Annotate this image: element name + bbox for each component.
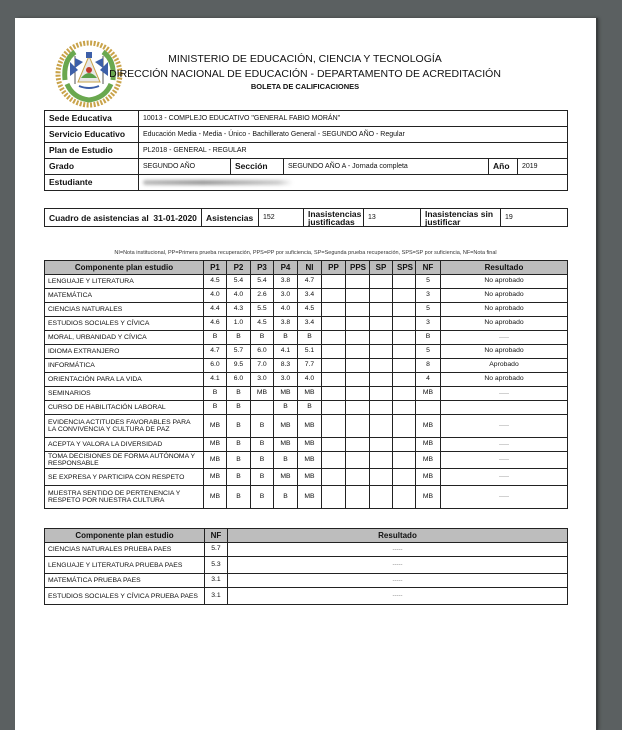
grade-cell: B: [227, 401, 251, 415]
grades-row: [45, 359, 568, 373]
paes-table: [44, 528, 568, 605]
info-row-sede: [45, 111, 568, 127]
grade-cell: 4.0: [298, 373, 322, 387]
grade-cell: 6.0: [251, 345, 274, 359]
grade-cell: [346, 331, 370, 345]
grade-cell: B: [227, 438, 251, 452]
subject-name: SE EXPRESA Y PARTICIPA CON RESPETO: [45, 469, 204, 486]
grade-cell: MB: [204, 452, 227, 469]
subject-name: CIENCIAS NATURALES PRUEBA PAES: [45, 543, 205, 557]
grade-cell: [393, 359, 416, 373]
grade-cell: B: [274, 401, 298, 415]
grade-cell: 2.6: [251, 289, 274, 303]
grade-cell: B: [204, 387, 227, 401]
grades-header-sp: SP: [370, 261, 393, 275]
grade-cell: 4.1: [274, 345, 298, 359]
attendance-title: [45, 209, 202, 227]
grade-cell: MB: [204, 486, 227, 509]
grades-row: [45, 317, 568, 331]
info-row-grado: [45, 159, 568, 175]
grade-cell: [393, 331, 416, 345]
grade-cell: 4.7: [298, 275, 322, 289]
grade-cell: [393, 317, 416, 331]
grade-cell: B: [227, 452, 251, 469]
grade-cell: [370, 401, 393, 415]
grades-row: [45, 401, 568, 415]
document-title: BOLETA DE CALIFICACIONES: [250, 82, 360, 91]
grade-cell: [346, 345, 370, 359]
grade-cell: MB: [274, 415, 298, 438]
grade-cell: [370, 303, 393, 317]
grade-cell: [370, 452, 393, 469]
grade-cell: [393, 401, 416, 415]
grade-cell: [346, 415, 370, 438]
subject-name: CIENCIAS NATURALES: [45, 303, 204, 317]
plan-value: PL2018 - GENERAL - REGULAR: [139, 143, 568, 159]
grade-cell: MB: [274, 438, 298, 452]
grade-cell: [393, 438, 416, 452]
grade-cell: MB: [416, 438, 441, 452]
grade-cell: 6.0: [227, 373, 251, 387]
grade-cell: [370, 317, 393, 331]
grade-cell: 5: [416, 275, 441, 289]
paes-header-componente: Componente plan estudio: [45, 529, 205, 543]
result-cell: -----: [441, 387, 568, 401]
subject-name: CURSO DE HABILITACIÓN LABORAL: [45, 401, 204, 415]
grade-cell: [370, 415, 393, 438]
servicio-label: Servicio Educativo: [45, 127, 139, 143]
grade-cell: B: [274, 331, 298, 345]
grade-cell: [393, 469, 416, 486]
result-cell: -----: [441, 486, 568, 509]
grade-cell: 8.3: [274, 359, 298, 373]
grade-cell: 5.5: [251, 303, 274, 317]
seccion-label: Sección: [231, 159, 284, 175]
grado-value: SEGUNDO AÑO: [139, 159, 231, 175]
estudiante-label: Estudiante: [45, 175, 139, 191]
grade-cell: [322, 289, 346, 303]
grade-cell: [346, 373, 370, 387]
result-cell: -----: [441, 331, 568, 345]
grade-cell: 3: [416, 317, 441, 331]
grade-cell: B: [416, 331, 441, 345]
sin-justificar-value: 19: [501, 209, 568, 227]
grade-cell: [346, 317, 370, 331]
result-cell: -----: [228, 588, 568, 605]
result-cell: No aprobado: [441, 303, 568, 317]
grade-cell: [322, 469, 346, 486]
grade-cell: MB: [274, 387, 298, 401]
grade-cell: [370, 469, 393, 486]
grade-cell: [346, 289, 370, 303]
grade-cell: 4.5: [251, 317, 274, 331]
grades-row: [45, 275, 568, 289]
grade-cell: [393, 486, 416, 509]
grade-cell: 5.4: [227, 275, 251, 289]
paes-header-row: [45, 529, 568, 543]
grade-cell: [322, 373, 346, 387]
grade-cell: 4.5: [298, 303, 322, 317]
grades-header-row: [45, 261, 568, 275]
grade-cell: B: [251, 486, 274, 509]
paes-row: [45, 557, 568, 574]
grade-cell: 3.0: [251, 373, 274, 387]
grade-cell: B: [227, 331, 251, 345]
subject-name: ESTUDIOS SOCIALES Y CÍVICA: [45, 317, 204, 331]
grade-cell: 3.4: [298, 289, 322, 303]
grade-cell: [346, 452, 370, 469]
subject-name: TOMA DECISIONES DE FORMA AUTÓNOMA Y RESPONSABLE: [45, 452, 204, 469]
justificadas-value: 13: [364, 209, 421, 227]
grade-cell: 4: [416, 373, 441, 387]
plan-label: Plan de Estudio: [45, 143, 139, 159]
grade-cell: MB: [298, 452, 322, 469]
grade-cell: [393, 415, 416, 438]
subject-name: ORIENTACIÓN PARA LA VIDA: [45, 373, 204, 387]
grade-cell: MB: [298, 486, 322, 509]
grade-cell: [322, 486, 346, 509]
grade-cell: 3.0: [274, 289, 298, 303]
student-info-table: [44, 110, 568, 191]
grade-cell: 9.5: [227, 359, 251, 373]
grade-cell: MB: [416, 469, 441, 486]
grade-cell: 3.1: [205, 574, 228, 588]
grade-cell: [370, 486, 393, 509]
grade-cell: [393, 289, 416, 303]
grade-cell: 4.5: [204, 275, 227, 289]
grade-cell: B: [227, 486, 251, 509]
grade-cell: 5: [416, 303, 441, 317]
attendance-label: Cuadro de asistencias al: [49, 212, 149, 223]
grade-cell: [370, 331, 393, 345]
result-cell: -----: [228, 574, 568, 588]
redacted-name-blur: [143, 180, 293, 185]
grade-cell: [346, 359, 370, 373]
grade-cell: 6.0: [204, 359, 227, 373]
grade-cell: B: [298, 331, 322, 345]
paes-header-nf: NF: [205, 529, 228, 543]
grade-cell: [416, 401, 441, 415]
grade-cell: 4.1: [204, 373, 227, 387]
grade-cell: B: [274, 486, 298, 509]
grade-cell: MB: [298, 469, 322, 486]
grade-cell: B: [298, 401, 322, 415]
grade-cell: [322, 438, 346, 452]
subject-name: MUESTRA SENTIDO DE PERTENENCIA Y RESPETO POR NUESTRA CULTURA: [45, 486, 204, 509]
grade-cell: [251, 401, 274, 415]
grade-cell: 3.8: [274, 275, 298, 289]
grades-row: [45, 486, 568, 509]
subject-name: IDIOMA EXTRANJERO: [45, 345, 204, 359]
result-cell: [441, 401, 568, 415]
subject-name: EVIDENCIA ACTITUDES FAVORABLES PARA LA CONVIVENCIA Y CULTURA DE PAZ: [45, 415, 204, 438]
grade-cell: 3.4: [298, 317, 322, 331]
grade-cell: 4.7: [204, 345, 227, 359]
grades-header-nf: NF: [416, 261, 441, 275]
grade-cell: 1.0: [227, 317, 251, 331]
paes-row: [45, 543, 568, 557]
grade-cell: [393, 387, 416, 401]
grade-cell: 4.4: [204, 303, 227, 317]
paes-header-resultado: Resultado: [228, 529, 568, 543]
anio-label: Año: [489, 159, 518, 175]
grade-cell: B: [227, 387, 251, 401]
grade-cell: 5.4: [251, 275, 274, 289]
grade-cell: MB: [298, 387, 322, 401]
grades-row: [45, 289, 568, 303]
grade-cell: B: [227, 415, 251, 438]
grades-header-p4: P4: [274, 261, 298, 275]
grades-row: [45, 303, 568, 317]
grade-cell: 3: [416, 289, 441, 303]
grade-cell: 5.1: [298, 345, 322, 359]
grade-cell: B: [251, 469, 274, 486]
grade-cell: [370, 359, 393, 373]
grade-cell: 7.0: [251, 359, 274, 373]
grade-cell: MB: [204, 415, 227, 438]
grades-header-p3: P3: [251, 261, 274, 275]
grade-cell: [370, 289, 393, 303]
result-cell: -----: [441, 438, 568, 452]
grade-cell: B: [251, 331, 274, 345]
grade-cell: MB: [251, 387, 274, 401]
grade-cell: MB: [274, 469, 298, 486]
grado-label: Grado: [45, 159, 139, 175]
grade-cell: [346, 275, 370, 289]
grade-cell: [346, 303, 370, 317]
grade-cell: 5.7: [205, 543, 228, 557]
department-title: DIRECCIÓN NACIONAL DE EDUCACIÓN - DEPARTAMENTO DE ACREDITACIÓN: [109, 68, 501, 80]
grade-cell: 3.8: [274, 317, 298, 331]
info-row-servicio: [45, 127, 568, 143]
sede-label: Sede Educativa: [45, 111, 139, 127]
grade-cell: [322, 303, 346, 317]
grades-header-componente: Componente plan estudio: [45, 261, 204, 275]
grade-cell: [346, 438, 370, 452]
grade-cell: MB: [416, 486, 441, 509]
grade-cell: 4.3: [227, 303, 251, 317]
grades-row: [45, 415, 568, 438]
grade-cell: [393, 452, 416, 469]
subject-name: SEMINARIOS: [45, 387, 204, 401]
grades-table: [44, 260, 568, 509]
result-cell: -----: [441, 452, 568, 469]
info-row-estudiante: [45, 175, 568, 191]
grades-header-p1: P1: [204, 261, 227, 275]
sede-value: 10013 - COMPLEJO EDUCATIVO "GENERAL FABIO MORÁN": [139, 111, 568, 127]
grade-cell: [322, 359, 346, 373]
grade-cell: B: [227, 469, 251, 486]
grade-cell: [322, 317, 346, 331]
grade-cell: [393, 345, 416, 359]
subject-name: MATEMÁTICA PRUEBA PAES: [45, 574, 205, 588]
justificadas-label: Inasistencias justificadas: [304, 209, 364, 227]
report-card-page: [15, 18, 596, 730]
paes-row: [45, 574, 568, 588]
result-cell: No aprobado: [441, 345, 568, 359]
grade-cell: B: [274, 452, 298, 469]
asistencias-value: 152: [259, 209, 304, 227]
paes-row: [45, 588, 568, 605]
grade-cell: [322, 331, 346, 345]
attendance-date: 31-01-2020: [153, 212, 197, 223]
grade-cell: MB: [204, 438, 227, 452]
grade-cell: [370, 438, 393, 452]
abbreviations-legend: NI=Nota institucional, PP=Primera prueba recuperación, PPS=PP por suficiencia, SP=Segunda prueba recuperación, SPS=SP por suficiencia, NF=Nota final: [114, 250, 497, 256]
grade-cell: 4.0: [227, 289, 251, 303]
grade-cell: [346, 401, 370, 415]
grade-cell: [346, 469, 370, 486]
result-cell: -----: [441, 469, 568, 486]
grade-cell: [322, 452, 346, 469]
result-cell: -----: [228, 543, 568, 557]
ministry-title: MINISTERIO DE EDUCACIÓN, CIENCIA Y TECNOLOGÍA: [168, 53, 442, 65]
info-row-plan: [45, 143, 568, 159]
grade-cell: [393, 303, 416, 317]
attendance-row: [45, 209, 568, 227]
grade-cell: 4.0: [274, 303, 298, 317]
subject-name: INFORMÁTICA: [45, 359, 204, 373]
grade-cell: MB: [416, 452, 441, 469]
result-cell: No aprobado: [441, 317, 568, 331]
asistencias-label: Asistencias: [202, 209, 259, 227]
result-cell: -----: [228, 557, 568, 574]
subject-name: MATEMÁTICA: [45, 289, 204, 303]
grade-cell: [393, 373, 416, 387]
subject-name: MORAL, URBANIDAD Y CÍVICA: [45, 331, 204, 345]
grade-cell: [346, 387, 370, 401]
grade-cell: B: [204, 401, 227, 415]
result-cell: -----: [441, 415, 568, 438]
grade-cell: [322, 275, 346, 289]
subject-name: LENGUAJE Y LITERATURA PRUEBA PAES: [45, 557, 205, 574]
grade-cell: 3.0: [274, 373, 298, 387]
attendance-table: [44, 208, 568, 227]
grade-cell: 5.3: [205, 557, 228, 574]
grades-header-ni: NI: [298, 261, 322, 275]
grade-cell: [322, 415, 346, 438]
result-cell: Aprobado: [441, 359, 568, 373]
grade-cell: 4.6: [204, 317, 227, 331]
grade-cell: [370, 387, 393, 401]
grade-cell: 4.0: [204, 289, 227, 303]
grade-cell: 5.7: [227, 345, 251, 359]
grade-cell: MB: [416, 415, 441, 438]
grade-cell: [370, 373, 393, 387]
grade-cell: 5: [416, 345, 441, 359]
seccion-value: SEGUNDO AÑO A - Jornada completa: [284, 159, 489, 175]
grades-row: [45, 331, 568, 345]
grades-header-pps: PPS: [346, 261, 370, 275]
grades-header-sps: SPS: [393, 261, 416, 275]
result-cell: No aprobado: [441, 275, 568, 289]
grade-cell: [370, 345, 393, 359]
grade-cell: B: [251, 415, 274, 438]
grade-cell: [393, 275, 416, 289]
grade-cell: MB: [416, 387, 441, 401]
grade-cell: [322, 345, 346, 359]
estudiante-value-redacted: [139, 175, 568, 191]
grade-cell: [346, 486, 370, 509]
subject-name: ESTUDIOS SOCIALES Y CÍVICA PRUEBA PAES: [45, 588, 205, 605]
grade-cell: [370, 275, 393, 289]
grade-cell: [322, 401, 346, 415]
sin-justificar-label: Inasistencias sin justificar: [421, 209, 501, 227]
grades-row: [45, 452, 568, 469]
grade-cell: 7.7: [298, 359, 322, 373]
subject-name: LENGUAJE Y LITERATURA: [45, 275, 204, 289]
subject-name: ACEPTA Y VALORA LA DIVERSIDAD: [45, 438, 204, 452]
grade-cell: [322, 387, 346, 401]
result-cell: No aprobado: [441, 373, 568, 387]
servicio-value: Educación Media - Media - Único - Bachillerato General - SEGUNDO AÑO - Regular: [139, 127, 568, 143]
grades-header-pp: PP: [322, 261, 346, 275]
grade-cell: MB: [204, 469, 227, 486]
grades-row: [45, 438, 568, 452]
grade-cell: B: [251, 452, 274, 469]
grades-header-resultado: Resultado: [441, 261, 568, 275]
grade-cell: 3.1: [205, 588, 228, 605]
anio-value: 2019: [518, 159, 568, 175]
grade-cell: 8: [416, 359, 441, 373]
grades-row: [45, 469, 568, 486]
grades-row: [45, 345, 568, 359]
grades-row: [45, 387, 568, 401]
result-cell: No aprobado: [441, 289, 568, 303]
grades-row: [45, 373, 568, 387]
grade-cell: MB: [298, 438, 322, 452]
grade-cell: MB: [298, 415, 322, 438]
grade-cell: B: [204, 331, 227, 345]
grades-header-p2: P2: [227, 261, 251, 275]
grade-cell: B: [251, 438, 274, 452]
